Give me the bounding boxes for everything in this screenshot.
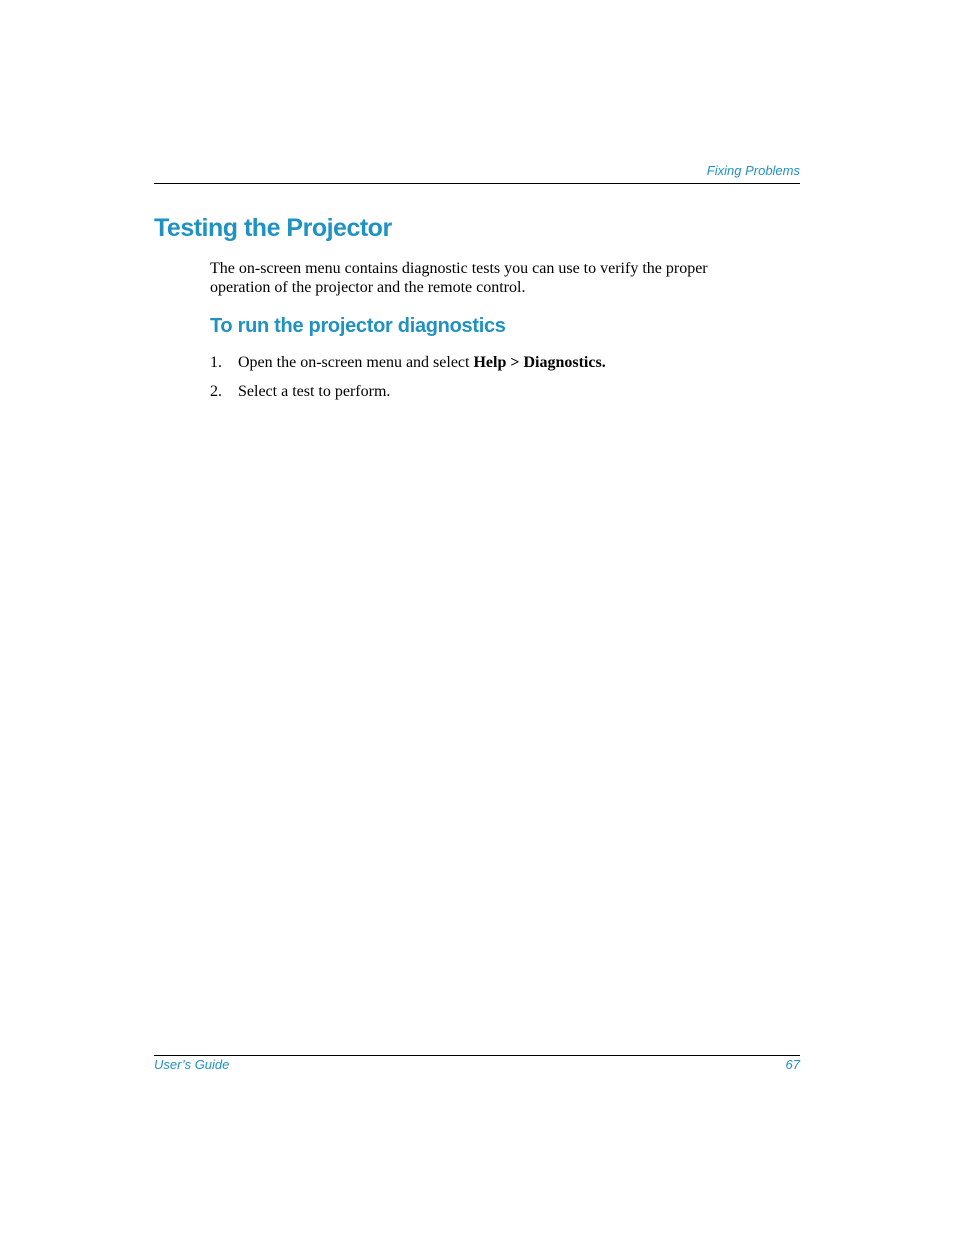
procedure-steps bbox=[210, 353, 606, 411]
step-instruction: Open the on-screen menu and select bbox=[238, 354, 474, 371]
step-menu-path: Help > Diagnostics. bbox=[473, 354, 606, 371]
header-divider bbox=[154, 183, 800, 184]
step-text: Select a test to perform. bbox=[238, 383, 391, 400]
intro-paragraph: The on-screen menu contains diagnostic tests you can use to verify the proper operation of the projector and the remote control. bbox=[210, 260, 708, 296]
footer-divider bbox=[154, 1055, 800, 1056]
step-item bbox=[210, 382, 606, 401]
page-number: 67 bbox=[785, 1057, 800, 1072]
header-section-label: Fixing Problems bbox=[706, 163, 800, 178]
step-item bbox=[210, 353, 606, 372]
page-title: Testing the Projector bbox=[154, 214, 392, 242]
step-number: 2. bbox=[210, 383, 222, 400]
step-number: 1. bbox=[210, 354, 222, 371]
procedure-title: To run the projector diagnostics bbox=[210, 315, 506, 337]
footer-guide-label: User’s Guide bbox=[154, 1057, 230, 1072]
step-text bbox=[238, 353, 606, 372]
